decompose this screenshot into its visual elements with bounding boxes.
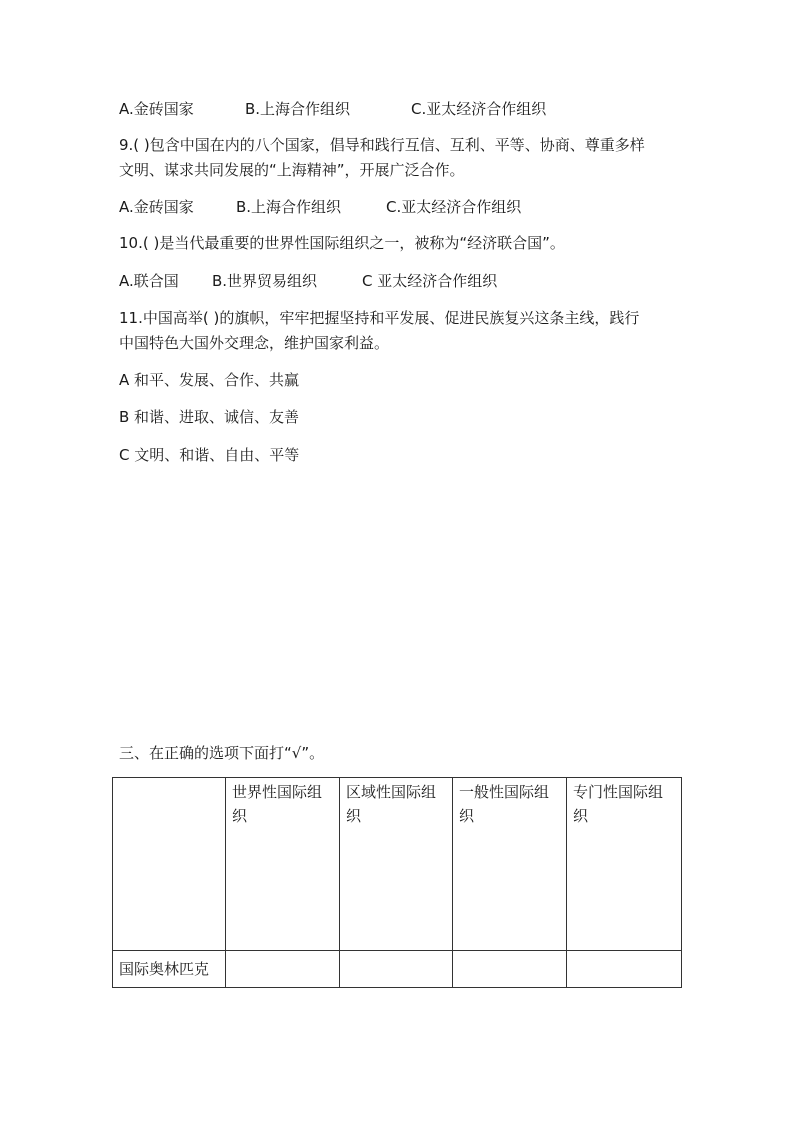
q9-option-c: C.亚太经济合作组织 [386,198,522,216]
q10-option-c: C 亚太经济合作组织 [362,272,498,290]
table-row [113,951,682,988]
q11-text-line2: 中国特色大国外交理念，维护国家利益。 [119,334,390,352]
q10-option-b: B.世界贸易组织 [212,272,318,290]
table-cell-specialized[interactable] [567,951,682,988]
table-header-specialized: 专门性国际组织 [567,778,682,951]
table-row-label: 国际奥林匹克 [113,951,226,988]
table-header-cell-empty [113,778,226,951]
table-cell-general[interactable] [453,951,567,988]
q9-option-a: A.金砖国家 [119,198,194,216]
table-cell-worldwide[interactable] [226,951,340,988]
table-header-row [113,778,682,951]
q8-option-c: C.亚太经济合作组织 [411,100,547,118]
q9-option-b: B.上海合作组织 [236,198,342,216]
q10-option-a: A.联合国 [119,272,179,290]
table-header-worldwide: 世界性国际组织 [226,778,340,951]
q9-text-line2: 文明、谋求共同发展的“上海精神”，开展广泛合作。 [119,161,465,179]
table-header-regional: 区域性国际组织 [340,778,453,951]
q8-option-a: A.金砖国家 [119,100,194,118]
q11-option-a: A 和平、发展、合作、共赢 [119,371,300,389]
q11-option-c: C 文明、和谐、自由、平等 [119,446,300,464]
q10-text: 10.( )是当代最重要的世界性国际组织之一，被称为“经济联合国”。 [119,234,565,252]
q9-text-line1: 9.( )包含中国在内的八个国家，倡导和践行互信、互利、平等、协商、尊重多样 [119,136,645,154]
q11-option-b: B 和谐、进取、诚信、友善 [119,408,300,426]
q11-text-line1: 11.中国高举( )的旗帜，牢牢把握坚持和平发展、促进民族复兴这条主线，践行 [119,309,640,327]
table-header-general: 一般性国际组织 [453,778,567,951]
table-cell-regional[interactable] [340,951,453,988]
q8-option-b: B.上海合作组织 [245,100,351,118]
classification-table [112,777,682,988]
section3-title: 三、在正确的选项下面打“√”。 [119,744,325,762]
